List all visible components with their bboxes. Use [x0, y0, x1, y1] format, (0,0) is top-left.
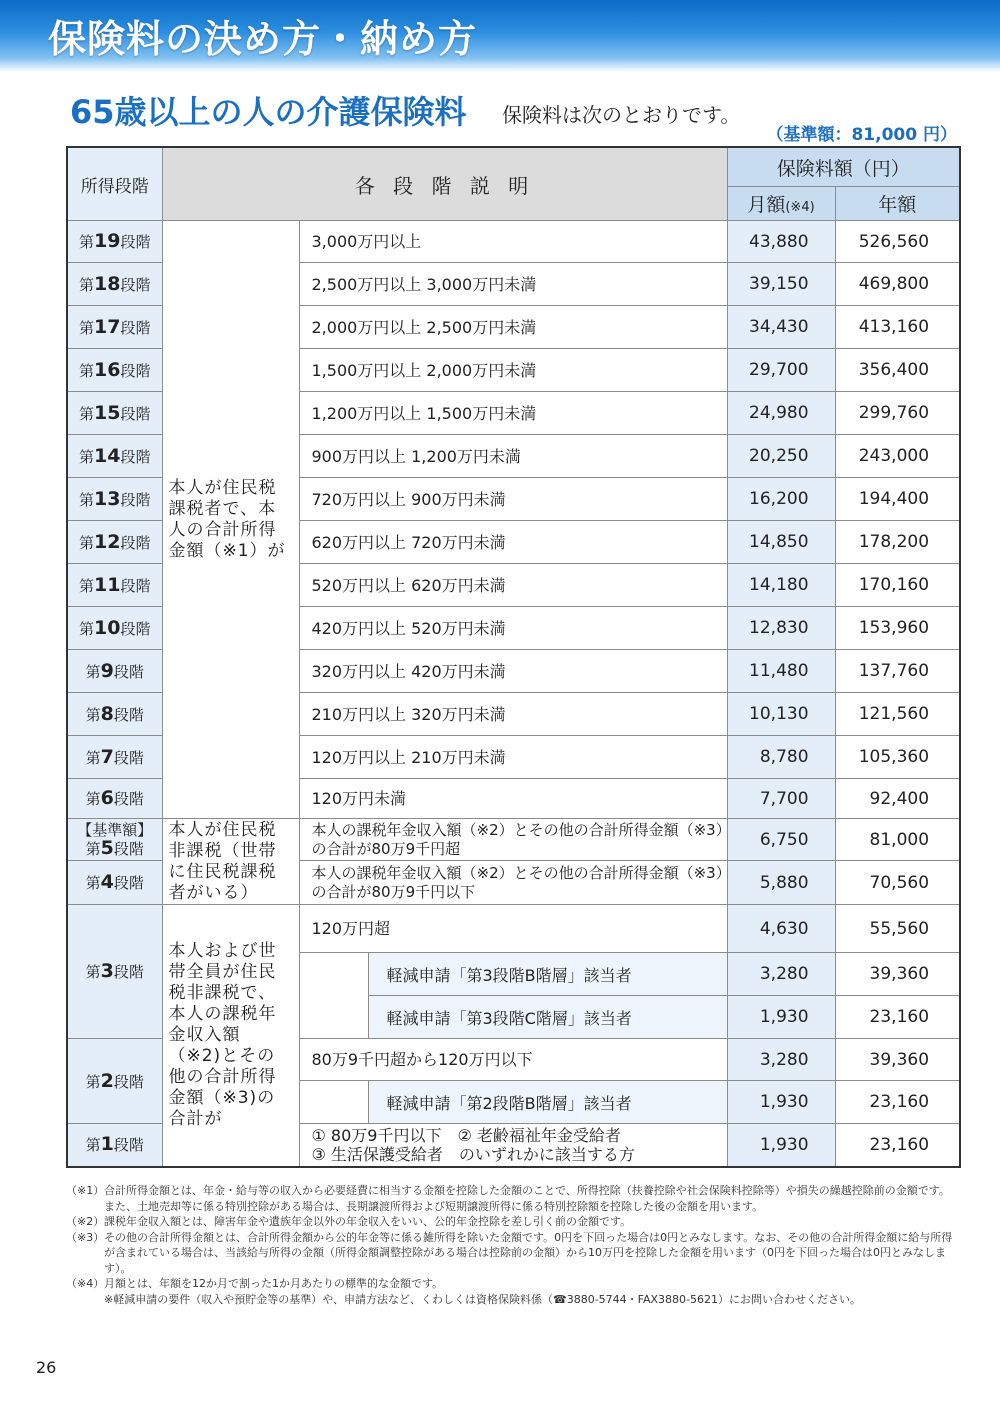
- yearly-amount: 105,360: [835, 736, 960, 779]
- grade-prefix: 第: [79, 404, 95, 423]
- monthly-amount: 1,930: [727, 1124, 835, 1167]
- grade-prefix: 第: [79, 275, 95, 294]
- grade-suffix: 段階: [113, 662, 144, 681]
- grade-suffix: 段階: [113, 705, 144, 724]
- monthly-amount: 29,700: [727, 349, 835, 392]
- monthly-amount: 6,750: [727, 819, 835, 861]
- grade-number: 8: [100, 702, 114, 725]
- footnote-tag: （※4）: [66, 1277, 105, 1290]
- range-cell: 620万円以上 720万円未満: [299, 521, 727, 564]
- range-cell: 80万9千円超から120万円以下: [299, 1039, 727, 1081]
- grade-cell: [67, 905, 162, 1039]
- header-description: 各 段 階 説 明: [162, 147, 727, 221]
- range-cell: 3,000万円以上: [299, 221, 727, 263]
- range-cell: 420万円以上 520万円未満: [299, 607, 727, 650]
- footnote-text: その他の合計所得金額とは、合計所得金額から公的年金等に係る雑所得を除いた金額です。0円を下回った場合は0円とみなします。なお、その他の合計所得金額に給与所得が含まれている場合は、当該給与所得の金額（所得金額調整控除がある場合は控除前の金額）から10万円を控除した金額を用います（0円を下回った場合は0円とみなします）。: [104, 1230, 953, 1275]
- sub-indent: [299, 996, 368, 1039]
- table-row: [67, 819, 960, 861]
- grade-suffix: 段階: [113, 748, 144, 767]
- sub-range-cell: 軽減申請「第3段階C階層」該当者: [368, 996, 727, 1039]
- grade-suffix: 段階: [113, 1072, 144, 1091]
- footnote: [66, 1292, 956, 1308]
- range-cell: [299, 1124, 727, 1167]
- grade-number: 9: [100, 659, 114, 682]
- footnote-tag: （※2）: [66, 1215, 105, 1228]
- range-line-1: ① 80万9千円以下 ② 老齢福祉年金受給者: [311, 1125, 621, 1145]
- grade-cell: [67, 861, 162, 905]
- grade-cell: [67, 435, 162, 478]
- monthly-amount: 5,880: [727, 861, 835, 905]
- grade-cell: [67, 693, 162, 736]
- range-cell: 900万円以上 1,200万円未満: [299, 435, 727, 478]
- header-fee: 保険料額（円）: [727, 147, 960, 187]
- yearly-amount: 92,400: [835, 779, 960, 819]
- range-cell: 120万円未満: [299, 779, 727, 819]
- yearly-amount: 81,000: [835, 819, 960, 861]
- grade-number: 13: [94, 487, 121, 510]
- group-taxable-cell: 本人が住民税課税者で、本人の合計所得金額（※1）が: [162, 221, 299, 819]
- grade-suffix: 段階: [113, 790, 144, 808]
- grade-suffix: 段階: [120, 318, 151, 337]
- grade-number: 16: [94, 358, 121, 381]
- header-monthly: [727, 187, 835, 221]
- grade-number: 2: [100, 1069, 114, 1092]
- page-number: 26: [36, 1358, 57, 1377]
- grade-suffix: 段階: [120, 490, 151, 509]
- grade-cell: [67, 263, 162, 306]
- grade-prefix: 第: [85, 705, 101, 724]
- grade-number: 5: [100, 837, 114, 859]
- grade-cell: [67, 819, 162, 861]
- grade-cell: [67, 306, 162, 349]
- grade-prefix: 第: [85, 1072, 101, 1091]
- header-grade: 所得段階: [67, 147, 162, 221]
- footnotes: [66, 1183, 956, 1307]
- grade-tag: 【基準額】: [77, 821, 153, 839]
- monthly-amount: 24,980: [727, 392, 835, 435]
- grade-number: 12: [94, 530, 121, 553]
- grade-cell: [67, 1124, 162, 1167]
- grade-suffix: 段階: [120, 404, 151, 423]
- grade-number: 19: [94, 230, 121, 252]
- grade-cell: [67, 564, 162, 607]
- grade-suffix: 段階: [113, 874, 144, 892]
- yearly-amount: 23,160: [835, 996, 960, 1039]
- monthly-amount: 34,430: [727, 306, 835, 349]
- footnote: [66, 1214, 956, 1230]
- grade-prefix: 第: [85, 874, 101, 892]
- header-monthly-label: 月額: [747, 194, 786, 216]
- monthly-amount: 11,480: [727, 650, 835, 693]
- range-line-2: ③ 生活保護受給者 のいずれかに該当する方: [311, 1144, 635, 1164]
- yearly-amount: 194,400: [835, 478, 960, 521]
- range-cell: 720万円以上 900万円未満: [299, 478, 727, 521]
- grade-suffix: 段階: [120, 361, 151, 380]
- grade-number: 3: [100, 960, 114, 982]
- yearly-amount: 178,200: [835, 521, 960, 564]
- section-subnote: 保険料は次のとおりです。: [502, 103, 741, 127]
- grade-cell: [67, 779, 162, 819]
- yearly-amount: 55,560: [835, 905, 960, 953]
- monthly-amount: 14,850: [727, 521, 835, 564]
- grade-suffix: 段階: [120, 233, 151, 251]
- section-title: 65歳以上の人の介護保険料: [70, 93, 467, 131]
- grade-prefix: 第: [85, 662, 101, 681]
- grade-number: 6: [100, 787, 114, 809]
- base-amount-note: （基準額：81,000 円）: [766, 125, 957, 145]
- grade-prefix: 第: [79, 619, 95, 638]
- monthly-amount: 14,180: [727, 564, 835, 607]
- grade-number: 18: [94, 272, 121, 295]
- footnote-tag: （※1）: [66, 1184, 105, 1197]
- grade-suffix: 段階: [120, 275, 151, 294]
- grade-cell: [67, 736, 162, 779]
- yearly-amount: 39,360: [835, 953, 960, 996]
- footnote-text: 月額とは、年額を12か月で割った1か月あたりの標準的な金額です。: [104, 1277, 444, 1290]
- grade-cell: [67, 478, 162, 521]
- grade-suffix: 段階: [120, 533, 151, 552]
- grade-number: 4: [100, 871, 114, 893]
- grade-cell: [67, 349, 162, 392]
- yearly-amount: 39,360: [835, 1039, 960, 1081]
- grade-prefix: 第: [85, 748, 101, 767]
- monthly-amount: 3,280: [727, 1039, 835, 1081]
- sub-range-cell: 軽減申請「第3段階B階層」該当者: [368, 953, 727, 996]
- grade-suffix: 段階: [113, 840, 144, 858]
- yearly-amount: 413,160: [835, 306, 960, 349]
- monthly-amount: 10,130: [727, 693, 835, 736]
- grade-number: 14: [94, 444, 121, 467]
- grade-number: 15: [94, 401, 121, 424]
- footnote-tag: （※3）: [66, 1230, 105, 1244]
- grade-prefix: 第: [79, 361, 95, 380]
- monthly-amount: 16,200: [727, 478, 835, 521]
- premium-table: [66, 146, 961, 1168]
- grade-suffix: 段階: [120, 447, 151, 466]
- yearly-amount: 121,560: [835, 693, 960, 736]
- yearly-amount: 23,160: [835, 1081, 960, 1124]
- yearly-amount: 526,560: [835, 221, 960, 263]
- header-yearly: 年額: [835, 187, 960, 221]
- grade-prefix: 第: [85, 840, 101, 858]
- group-household-taxable-cell: 本人が住民税非課税（世帯に住民税課税者がいる）: [162, 819, 299, 905]
- yearly-amount: 137,760: [835, 650, 960, 693]
- range-cell: 210万円以上 320万円未満: [299, 693, 727, 736]
- premium-table-body: [67, 147, 960, 1167]
- grade-prefix: 第: [79, 533, 95, 552]
- grade-cell: [67, 650, 162, 693]
- grade-suffix: 段階: [120, 576, 151, 595]
- grade-number: 1: [100, 1133, 114, 1156]
- sub-range-cell: 軽減申請「第2段階B階層」該当者: [368, 1081, 727, 1124]
- monthly-amount: 20,250: [727, 435, 835, 478]
- grade-suffix: 段階: [120, 619, 151, 638]
- grade-prefix: 第: [79, 318, 95, 337]
- sub-indent: [299, 1081, 368, 1124]
- range-cell: 2,500万円以上 3,000万円未満: [299, 263, 727, 306]
- range-cell: 2,000万円以上 2,500万円未満: [299, 306, 727, 349]
- yearly-amount: 356,400: [835, 349, 960, 392]
- grade-prefix: 第: [85, 790, 101, 808]
- yearly-amount: 23,160: [835, 1124, 960, 1167]
- table-row: [67, 905, 960, 953]
- grade-suffix: 段階: [113, 1136, 144, 1155]
- sub-indent: [299, 953, 368, 996]
- grade-prefix: 第: [79, 576, 95, 595]
- range-cell: 1,500万円以上 2,000万円未満: [299, 349, 727, 392]
- grade-cell: [67, 221, 162, 263]
- monthly-amount: 1,930: [727, 996, 835, 1039]
- range-cell: 120万円以上 210万円未満: [299, 736, 727, 779]
- footnote: [66, 1199, 956, 1215]
- grade-number: 10: [94, 616, 121, 639]
- monthly-amount: 4,630: [727, 905, 835, 953]
- yearly-amount: 299,760: [835, 392, 960, 435]
- monthly-amount: 12,830: [727, 607, 835, 650]
- range-cell: 320万円以上 420万円未満: [299, 650, 727, 693]
- yearly-amount: 170,160: [835, 564, 960, 607]
- yearly-amount: 70,560: [835, 861, 960, 905]
- grade-number: 17: [94, 315, 121, 338]
- page-title: 保険料の決め方・納め方: [48, 17, 478, 61]
- grade-number: 7: [100, 745, 114, 768]
- footnote: [66, 1230, 956, 1277]
- monthly-amount: 39,150: [727, 263, 835, 306]
- grade-cell: [67, 392, 162, 435]
- monthly-amount: 3,280: [727, 953, 835, 996]
- grade-cell: [67, 607, 162, 650]
- range-cell: 本人の課税年金収入額（※2）とその他の合計所得金額（※3）の合計が80万9千円超: [299, 819, 727, 861]
- footnote-text: また、土地売却等に係る特別控除がある場合は、長期譲渡所得および短期譲渡所得に係る特別控除額を控除した後の金額を用います。: [104, 1199, 764, 1213]
- monthly-amount: 1,930: [727, 1081, 835, 1124]
- table-row: [67, 221, 960, 263]
- range-cell: 120万円超: [299, 905, 727, 953]
- grade-prefix: 第: [85, 1136, 101, 1155]
- footnote-text: 合計所得金額とは、年金・給与等の収入から必要経費に相当する金額を控除した金額のことで、所得控除（扶養控除や社会保険料控除等）や損失の繰越控除前の金額です。: [104, 1184, 950, 1197]
- footnote: [66, 1183, 956, 1199]
- header-monthly-note: (※4): [785, 200, 815, 215]
- yearly-amount: 469,800: [835, 263, 960, 306]
- group-nontaxable-cell: 本人および世帯全員が住民税非課税で、本人の課税年金収入額（※2)とその他の合計所得金額（※3)の合計が: [162, 905, 299, 1167]
- grade-prefix: 第: [79, 233, 95, 251]
- grade-prefix: 第: [79, 490, 95, 509]
- monthly-amount: 8,780: [727, 736, 835, 779]
- yearly-amount: 243,000: [835, 435, 960, 478]
- footnote-text: 課税年金収入額とは、障害年金や遺族年金以外の年金収入をいい、公的年金控除を差し引く前の金額です。: [104, 1215, 632, 1228]
- grade-prefix: 第: [79, 447, 95, 466]
- footnote-text: ※軽減申請の要件（収入や預貯金等の基準）や、申請方法など、くわしくは資格保険料係（☎3880-5744・FAX3880-5621）にお問い合わせください。: [104, 1292, 861, 1306]
- grade-suffix: 段階: [113, 963, 144, 981]
- yearly-amount: 153,960: [835, 607, 960, 650]
- range-cell: 520万円以上 620万円未満: [299, 564, 727, 607]
- monthly-amount: 7,700: [727, 779, 835, 819]
- grade-prefix: 第: [85, 963, 101, 981]
- grade-cell: [67, 521, 162, 564]
- grade-number: 11: [94, 573, 121, 596]
- range-cell: 1,200万円以上 1,500万円未満: [299, 392, 727, 435]
- grade-cell: [67, 1039, 162, 1124]
- range-cell: 本人の課税年金収入額（※2）とその他の合計所得金額（※3）の合計が80万9千円以下: [299, 861, 727, 905]
- monthly-amount: 43,880: [727, 221, 835, 263]
- footnote: [66, 1276, 956, 1292]
